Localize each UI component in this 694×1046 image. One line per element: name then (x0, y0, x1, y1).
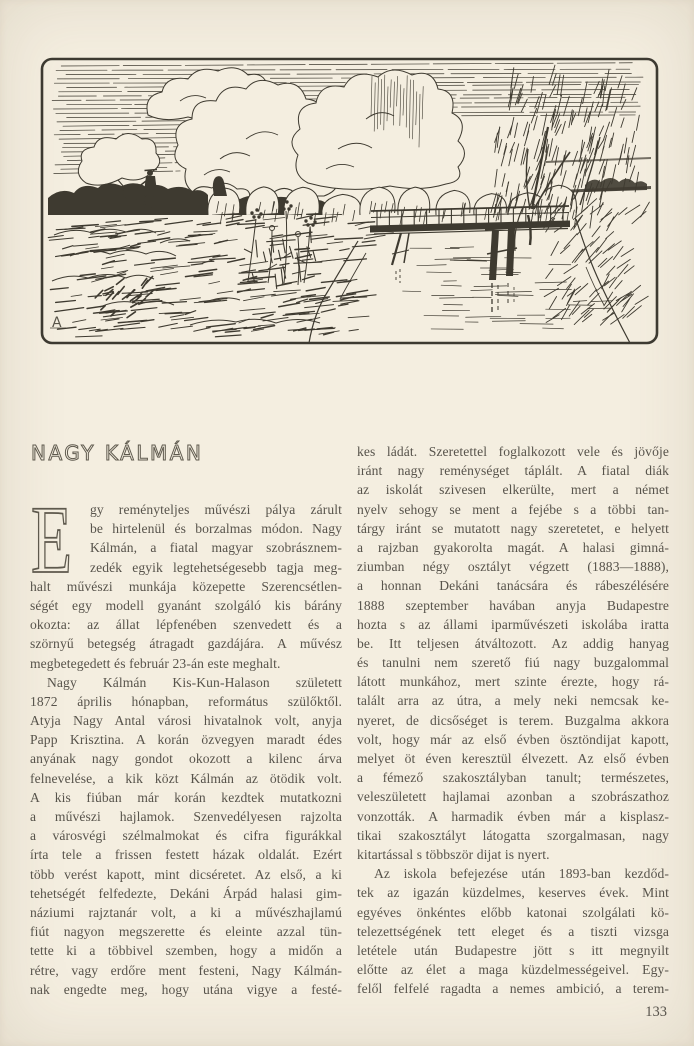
text-line: 1872 április hónapban, református szülőktől. (30, 693, 342, 709)
text-line: nyeret, de dicsőséget is terem. Buzgalma akkora (357, 712, 669, 728)
drop-cap (31, 486, 83, 593)
headpiece-illustration (40, 57, 659, 345)
article-title: NAGY KÁLMÁN (31, 441, 204, 465)
right-text-column (357, 442, 669, 998)
text-line: az iskolát szivesen elkerülte, mert a német (357, 482, 669, 498)
text-line: Kálmán, a fiatal magyar szobrásznem- (90, 540, 342, 556)
text-line: és tanulni nem szerető fiú nagy buzgalommal (357, 655, 669, 671)
text-line: zedék egyik legtehetségesebb tagja meg- (90, 559, 342, 575)
text-line: írta tele a frissen festett házak oldalát. Ezért (30, 847, 342, 863)
text-line: a művészi hajlamok. Szenvedélyesen rajzolta (30, 809, 342, 824)
text-line: megbetegedett és február 23-án este meghalt. (30, 655, 281, 671)
text-line: ziumban négy osztályt végzett (1883—1888), (357, 559, 669, 575)
text-line: okozta: az állat lépfenében szenvedett és a (30, 617, 342, 633)
text-line: a rajzban gyakorolta magát. A halasi gimná- (357, 539, 669, 555)
text-line: A kis fiúban már korán kezdtek mutatkozni (30, 789, 342, 805)
text-line: több verést kapott, mint dicséretet. Az első, a ki (30, 866, 342, 882)
text-line: a honnan Dekáni tanácsára és rábeszélésére (357, 578, 669, 594)
text-line: tek az igazán küzdelmes, keserves évek. Mint (357, 885, 669, 901)
text-line: kitartással s többször dijat is nyert. (357, 846, 550, 862)
text-line: tikai szakosztályt látogatta szorgalmasan, nagy (357, 827, 669, 843)
text-line: rétre, vagy erdőre ment festeni, Nagy Kálmán- (30, 962, 342, 978)
text-line: tette ki a többivel szemben, hogy a midőn a (30, 943, 342, 959)
text-line: Atyja Nagy Antal városi hivatalnok volt, anyja (30, 713, 342, 729)
text-line: tehetségét felfedezte, Dekáni Árpád halasi gim- (30, 885, 342, 901)
text-line: 1888 szeptember havában anyja Budapestre (357, 597, 669, 613)
text-line: felnevelése, a kik közt Kálmán az ötödik volt. (30, 770, 342, 786)
text-line: tárgy iránt se mutatott nagy szeretetet, e helyett (357, 520, 669, 536)
text-line: telezettségének tett eleget és a tiszti vizsga (357, 923, 669, 939)
right-bank-grass (544, 199, 650, 325)
text-line: látott munkához, mert szinte érezte, hogy rá- (357, 674, 669, 690)
text-line: fiút nagyon megszerette és eleinte azzal tün- (30, 924, 342, 940)
text-line: anyának nagy gondot okozott a kilenc árva (30, 751, 342, 767)
page-number: 133 (645, 1004, 667, 1020)
text-line: felől felfelé ragadta a nemes ambició, a terem- (357, 981, 669, 997)
text-line: előtte az élet a maga küzdelmességeivel. Egy- (357, 962, 669, 978)
text-line: letétele után Budapestre jött s itt megnyilt (357, 942, 669, 958)
text-line: be. Itt teljesen átváltozott. Az addig hanyag (357, 635, 669, 651)
text-line: gy reményteljes művészi pálya zárult (90, 502, 342, 517)
text-line: egyéves önkéntes előbb katonai szolgálati kö- (357, 904, 669, 920)
left-text-column (30, 486, 342, 999)
text-line: Az iskola befejezése után 1893-ban kezdőd- (374, 866, 669, 882)
text-line: a városvégi szélmalmokat és cifra figurákkal (30, 828, 342, 844)
text-line: a fémező szakosztályban tanult; természetes, (357, 770, 669, 786)
text-line: iránt nagy reménységet táplált. A fiatal diák (357, 463, 669, 479)
text-line: ségét egy modell gyanánt szolgáló kis bárány (30, 597, 342, 613)
text-line: melyet öt éven keresztül élvezett. Az első évben (357, 751, 669, 766)
landscape-drawing (40, 57, 659, 345)
text-line: talált arra az útra, a mely neki nemcsak ke- (357, 693, 669, 709)
text-line: be hirtelenül és borzalmas módon. Nagy (90, 521, 342, 537)
text-line: szörnyű betegség átragadt gazdájára. A művész (30, 636, 342, 652)
text-line: nak engedte meg, hogy utána vigye a festé- (30, 981, 342, 997)
text-line: hozta s az állami iparművészeti iskolába iratta (357, 616, 669, 632)
meadow-grass (48, 215, 393, 336)
artist-monogram: A (52, 315, 62, 331)
drop-cap-letter: E (31, 486, 73, 593)
text-line: veleszületett hajlamai azonban a szobrászathoz (357, 789, 669, 805)
text-line: nyelv sehogy se ment a fejébe s a többi tan- (357, 501, 669, 517)
text-line: náziumi rajztanár volt, a ki a művészhajlamú (30, 904, 342, 920)
text-line: vonzották. A harmadik évben már a kisplasz- (357, 808, 669, 824)
text-line: kes ládát. Szeretettel foglalkozott vele és jövője (357, 444, 669, 459)
text-line: Papp Krisztina. A korán özvegyen maradt édes (30, 732, 342, 748)
text-line: halt művészi munkája közepette Szerencsétlen- (30, 578, 342, 594)
text-line: Nagy Kálmán Kis-Kun-Halason született (47, 674, 342, 690)
text-line: volt, hogy már az első évben ösztöndijat kapott, (357, 731, 669, 747)
